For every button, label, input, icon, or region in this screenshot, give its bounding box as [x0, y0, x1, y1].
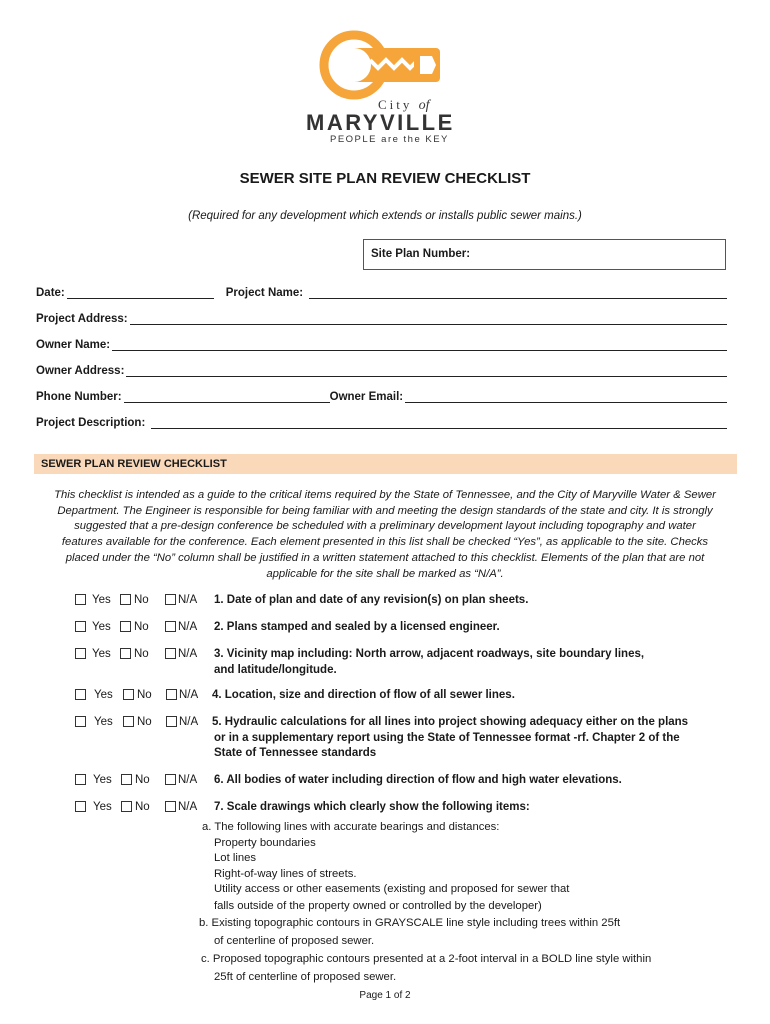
na-checkbox[interactable]: [165, 774, 176, 785]
no-label: No: [134, 648, 149, 660]
no-label: No: [135, 801, 150, 813]
owner-email-label: Owner Email:: [329, 391, 404, 403]
item-line: 3. Vicinity map including: North arrow, adjacent roadways, site boundary lines,: [214, 648, 645, 660]
subitem-b: b. Existing topographic contours in GRAYSCALE line style including trees within 25ft: [199, 917, 621, 929]
item-line: 1. Date of plan and date of any revision(s) on plan sheets.: [214, 594, 529, 606]
key-logo-icon: [318, 30, 446, 100]
no-checkbox[interactable]: [120, 621, 131, 632]
logo-city-name: MARYVILLE: [306, 110, 455, 135]
na-checkbox[interactable]: [166, 689, 177, 700]
site-plan-number-field[interactable]: [363, 239, 726, 270]
intro-line: placed under the “No” column shall be justified in a written statement attached to this checklist. Elements of the plan that are not: [65, 551, 705, 564]
page-number: Page 1 of 2: [359, 990, 411, 1001]
item-line: and latitude/longitude.: [214, 663, 337, 676]
subitem-c-detail: 25ft of centerline of proposed sewer.: [214, 971, 397, 983]
yes-label: Yes: [92, 621, 111, 633]
yes-label: Yes: [94, 689, 113, 701]
project-name-label: Project Name:: [225, 287, 304, 299]
item-line: 2. Plans stamped and sealed by a licensed engineer.: [214, 621, 500, 633]
subitem-a-detail: Property boundaries: [214, 837, 316, 849]
intro-line: This checklist is intended as a guide to the critical items required by the State of Tennessee, and the City of Maryville Water & Sewer: [54, 489, 716, 501]
owner-address-row: [36, 361, 727, 377]
owner-address-label: Owner Address:: [36, 365, 125, 377]
yes-label: Yes: [93, 774, 112, 786]
yes-checkbox[interactable]: [75, 774, 86, 785]
project-address-row: [36, 309, 727, 325]
project-description-row: [36, 413, 727, 429]
item-text: [214, 593, 528, 609]
yes-label: Yes: [92, 648, 111, 660]
phone-email-row: [36, 387, 727, 403]
subitem-c: c. Proposed topographic contours presented at a 2-foot interval in a BOLD line style within: [201, 953, 652, 965]
no-label: No: [134, 594, 149, 606]
item-line: 4. Location, size and direction of flow of all sewer lines.: [212, 689, 515, 701]
no-label: No: [137, 689, 152, 701]
na-label: N/A: [178, 801, 198, 813]
subitem-a-detail: Utility access or other easements (existing and proposed for sewer that: [214, 883, 570, 895]
na-label: N/A: [178, 621, 198, 633]
no-checkbox[interactable]: [123, 716, 134, 727]
phone-label: Phone Number:: [36, 391, 122, 403]
item-text: [214, 620, 500, 636]
owner-email-input[interactable]: [405, 390, 727, 403]
yes-checkbox[interactable]: [75, 801, 86, 812]
no-checkbox[interactable]: [120, 594, 131, 605]
owner-name-input[interactable]: [112, 338, 727, 351]
na-checkbox[interactable]: [165, 621, 176, 632]
na-label: N/A: [179, 716, 199, 728]
no-label: No: [135, 774, 150, 786]
logo-tagline: PEOPLE are the KEY: [330, 134, 449, 145]
yes-checkbox[interactable]: [75, 716, 86, 727]
no-label: No: [137, 716, 152, 728]
phone-input[interactable]: [124, 390, 330, 403]
yes-checkbox[interactable]: [75, 648, 86, 659]
item-line: State of Tennessee standards: [214, 747, 377, 759]
project-address-input[interactable]: [130, 312, 727, 325]
page-subtitle: (Required for any development which extends or installs public sewer mains.): [188, 210, 582, 222]
item-line: or in a supplementary report using the State of Tennessee format -rf. Chapter 2 of the: [214, 731, 680, 744]
section-header: [34, 454, 737, 474]
date-input[interactable]: [67, 286, 214, 299]
date-project-row: [36, 283, 727, 299]
project-address-label: Project Address:: [36, 313, 128, 325]
na-checkbox[interactable]: [165, 648, 176, 659]
item-text: [214, 647, 644, 678]
na-label: N/A: [179, 689, 199, 701]
yes-checkbox[interactable]: [75, 594, 86, 605]
project-description-label: Project Description:: [36, 417, 146, 429]
owner-name-row: [36, 335, 727, 351]
no-checkbox[interactable]: [121, 774, 132, 785]
na-label: N/A: [178, 594, 198, 606]
yes-label: Yes: [94, 716, 113, 728]
yes-checkbox[interactable]: [75, 689, 86, 700]
site-plan-number-label: Site Plan Number:: [371, 248, 471, 260]
intro-line: Department. The Engineer is responsible for being familiar with and meeting the design standards of the state and city. It is strongly: [57, 504, 713, 517]
subitem-b-detail: of centerline of proposed sewer.: [214, 935, 375, 947]
yes-checkbox[interactable]: [75, 621, 86, 632]
na-label: N/A: [178, 648, 198, 660]
item-text: [214, 773, 622, 789]
item-text: [214, 800, 530, 816]
no-checkbox[interactable]: [120, 648, 131, 659]
yes-label: Yes: [93, 801, 112, 813]
intro-paragraph: [40, 488, 730, 582]
na-checkbox[interactable]: [165, 801, 176, 812]
no-checkbox[interactable]: [123, 689, 134, 700]
item-line: 6. All bodies of water including direction of flow and high water elevations.: [214, 774, 622, 786]
na-label: N/A: [178, 774, 198, 786]
page-title: SEWER SITE PLAN REVIEW CHECKLIST: [239, 170, 531, 187]
project-description-input[interactable]: [151, 416, 727, 429]
date-label: Date:: [36, 287, 65, 299]
intro-line: applicable for the site shall be marked as “N/A”.: [266, 567, 504, 580]
project-name-input[interactable]: [309, 286, 727, 299]
item-line: 5. Hydraulic calculations for all lines into project showing adequacy either on the plans: [212, 716, 689, 728]
subitem-a-detail: falls outside of the property owned or controlled by the developer): [214, 900, 542, 912]
na-checkbox[interactable]: [165, 594, 176, 605]
subitem-a-detail: Lot lines: [214, 852, 257, 864]
na-checkbox[interactable]: [166, 716, 177, 727]
subitem-a: a. The following lines with accurate bearings and distances:: [202, 821, 500, 833]
no-label: No: [134, 621, 149, 633]
intro-line: suggested that a pre-design conference be scheduled with a preliminary development layout including topography and water: [74, 520, 696, 533]
intro-line: features available for the conference. Each element presented in this list shall be checked “Yes”, as applicable to the site. Checks: [61, 536, 709, 549]
section-header-text: SEWER PLAN REVIEW CHECKLIST: [41, 458, 227, 470]
item-text: [212, 688, 515, 704]
logo-city-text: City of: [378, 97, 430, 113]
owner-address-input[interactable]: [126, 364, 727, 377]
subitem-a-detail: Right-of-way lines of streets.: [214, 868, 357, 880]
owner-name-label: Owner Name:: [36, 339, 111, 351]
yes-label: Yes: [92, 594, 111, 606]
item-text: [212, 715, 688, 762]
item-line: 7. Scale drawings which clearly show the following items:: [214, 801, 530, 813]
no-checkbox[interactable]: [121, 801, 132, 812]
